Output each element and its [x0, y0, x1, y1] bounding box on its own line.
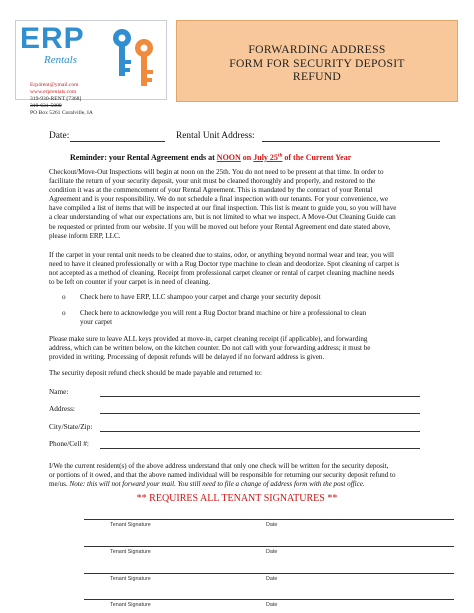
paragraph-keys	[49, 335, 459, 362]
tenant-signature-label-2: Tenant Signature	[110, 549, 151, 555]
option-line: Check here to acknowledge you will rent a Rug Doctor brand machine or hire a professional to clean	[80, 309, 367, 317]
logo-brand: ERP	[20, 22, 85, 55]
agreement-line-last	[49, 480, 461, 489]
signature-line-3[interactable]	[84, 573, 454, 574]
signature-line-1[interactable]	[84, 519, 454, 520]
tenant-signature-label-4: Tenant Signature	[110, 602, 151, 608]
p1-line: please inform ERP, LLC.	[49, 231, 121, 240]
reminder-on: on	[240, 153, 254, 162]
agreement-note: Note: this will not forward your mail. You still need to file a change of address form with the post office.	[69, 480, 365, 489]
logo-subtitle: Rentals	[44, 54, 77, 66]
contact-phone-1: 319-930-RENT [7368]	[30, 95, 82, 102]
p1-line: condition it was at the commencement of your Rental Agreement. This is mandated by the contract of your Rental	[49, 186, 373, 195]
city-state-zip-field[interactable]	[100, 431, 420, 432]
agreement-paragraph	[49, 462, 461, 489]
p1-line: Checkout/Move-Out Inspections will begin at noon on the 25th. You do not need to be present at that time. In order to	[49, 168, 384, 176]
tenant-signature-label-3: Tenant Signature	[110, 576, 151, 582]
name-label: Name:	[49, 387, 69, 396]
form-title-line-2: FORM FOR SECURITY DEPOSIT	[229, 56, 405, 70]
p1-line: be requested or printed from our website. If you will be moved out before your Rental Agreement end date stated above,	[49, 222, 391, 231]
form-title-line-3: REFUND	[292, 70, 342, 83]
signature-line-4[interactable]	[84, 599, 454, 600]
paragraph-refund-payable: The security deposit refund check should be made payable and returned to:	[49, 369, 262, 377]
phone-field[interactable]	[100, 448, 420, 449]
contact-phone-2: 319-631-5089	[30, 102, 62, 109]
date-label-2: Date	[266, 549, 278, 555]
contact-address: PO Box 5261 Coralville, IA	[30, 109, 93, 116]
form-title-line-1: FORWARDING ADDRESS	[248, 43, 386, 56]
option-checkbox-shampoo[interactable]: o	[62, 293, 66, 301]
p1-line: have compiled a list of items that will be inspected at our final inspection. This list is meant to guide you, so you will have	[49, 204, 397, 213]
reminder-lead: Reminder: your Rental Agreement ends at	[70, 153, 217, 162]
signature-line-2[interactable]	[84, 546, 454, 547]
paragraph-checkout	[49, 168, 459, 241]
agreement-line: I/We the current resident(s) of the above address understand that only one check will be written for the security deposit,	[49, 462, 389, 470]
keys-icon	[98, 24, 166, 96]
reminder-tail: of the Current Year	[282, 153, 352, 162]
p3-line: address, which can be written below, on the kitchen counter. Do not call with your forwarding address; it must be	[49, 344, 371, 353]
p1-line: Agreement and is your responsibility. We do not schedule a final inspection with our tenants. For your convenience, we	[49, 195, 389, 204]
option-rug-doctor-label	[80, 309, 460, 327]
agreement-line: or portions of it owed, and that the above named individual will be responsible for returning our security deposit refund to	[49, 471, 396, 480]
city-state-zip-label: City/State/Zip:	[49, 422, 93, 431]
date-label-4: Date	[266, 602, 278, 608]
date-label: Date:	[49, 131, 70, 141]
option-checkbox-rug-doctor[interactable]: o	[62, 309, 66, 317]
p1-line: a clear understanding of what our expectations are, but is not limited to what we inspect. A Move-Out Cleaning Guide can	[49, 213, 396, 222]
unit-address-label: Rental Unit Address:	[176, 131, 255, 141]
contact-email: Erp4rent@ymail.com	[30, 82, 79, 88]
option-shampoo-label	[80, 293, 460, 302]
p3-line: provided in writing. Processing of deposit refunds will be delayed if no forward address is given.	[49, 353, 325, 362]
form-title-box	[176, 20, 458, 102]
reminder-line	[70, 153, 351, 162]
name-field[interactable]	[100, 396, 420, 397]
p2-line: not accepted as a method of cleaning. Receipt from professional carpet cleaner or rental of carpet cleaning machine needs	[49, 269, 395, 278]
date-field[interactable]	[70, 141, 165, 142]
tenant-signature-label-1: Tenant Signature	[110, 522, 151, 528]
p2-line: If the carpet in your rental unit needs to be cleaned due to stains, odor, or anything beyond normal wear and tear, you will	[49, 251, 394, 259]
option-line: your carpet	[80, 318, 113, 327]
p1-line: facilitate the return of your security deposit, your unit must be cleaned thoroughly and properly, and restored to the	[49, 177, 376, 186]
unit-address-field[interactable]	[262, 141, 440, 142]
phone-label: Phone/Cell #:	[49, 439, 89, 448]
reminder-noon: NOON	[216, 153, 241, 162]
p2-line: need to have it cleaned professionally or with a Rug Doctor type machine to clean and deodorize. Spot cleaning of carpet is	[49, 260, 400, 269]
paragraph-carpet	[49, 251, 459, 287]
date-label-3: Date	[266, 576, 278, 582]
contact-web: www.erprentals.com	[30, 88, 77, 95]
date-label-1: Date	[266, 522, 278, 528]
option-line: Check here to have ERP, LLC shampoo your carpet and charge your security deposit	[80, 293, 321, 301]
reminder-date-suffix: th	[277, 153, 283, 159]
agreement-me-us: me/us.	[49, 480, 68, 489]
reminder-date: July 25	[253, 153, 278, 162]
requires-signatures: ** REQUIRES ALL TENANT SIGNATURES **	[136, 493, 338, 504]
contact-info	[30, 82, 93, 117]
address-label: Address:	[49, 404, 75, 413]
p3-line: Please make sure to leave ALL keys provided at move-in, carpet cleaning receipt (if applicable), and forwarding	[49, 335, 368, 343]
p2-line: to be left on counter if your carpet is in need of cleaning.	[49, 278, 211, 287]
address-field[interactable]	[100, 413, 420, 414]
